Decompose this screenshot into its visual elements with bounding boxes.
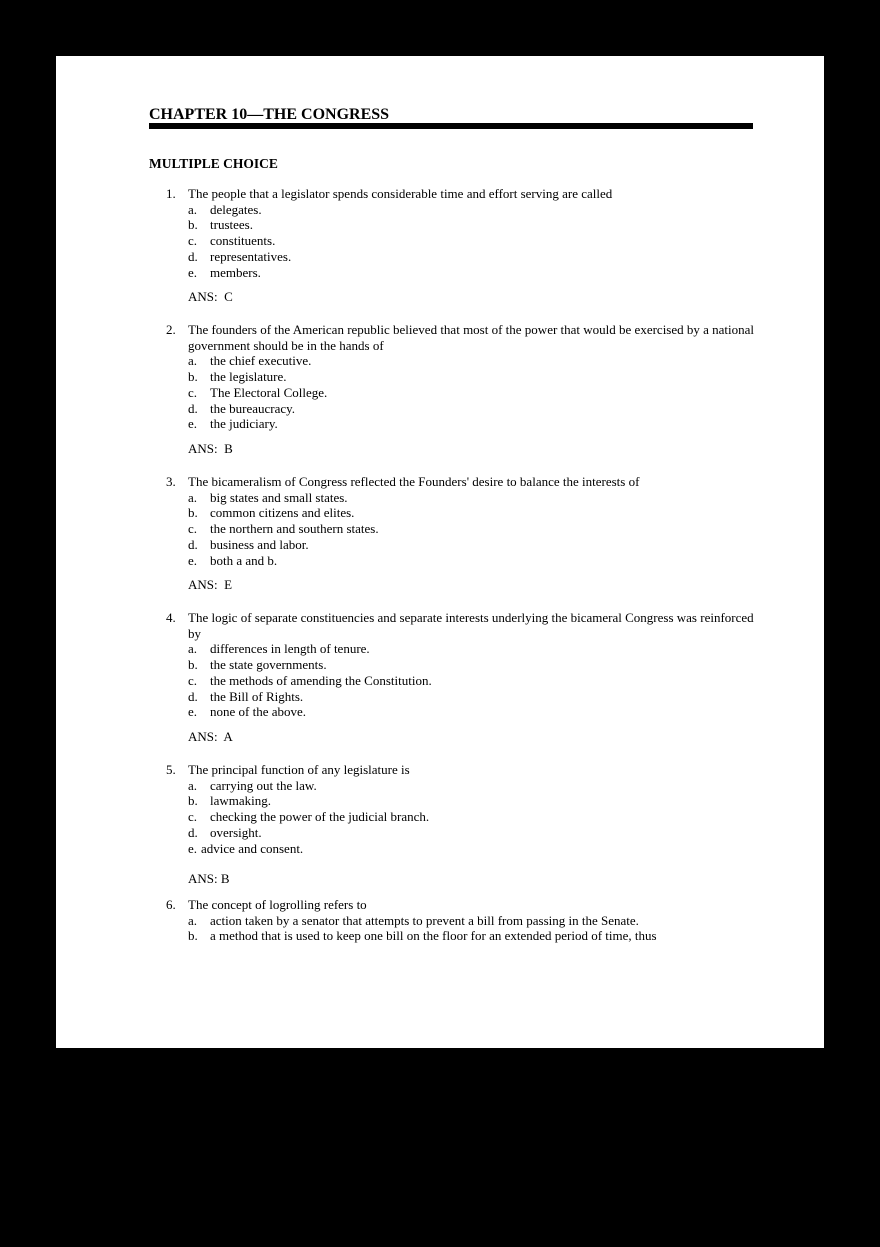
question-number: 2.: [166, 322, 176, 337]
choice-text: the chief executive.: [210, 353, 312, 369]
question-stem: [166, 322, 766, 353]
document-page: [56, 56, 824, 1048]
choice-text: members.: [210, 264, 261, 280]
question-stem: [166, 186, 766, 202]
choice-text: differences in length of tenure.: [210, 641, 370, 657]
question-text: The people that a legislator spends considerable time and effort serving are called: [188, 186, 613, 201]
choice-item: [188, 704, 766, 720]
question-text: The principal function of any legislature is: [188, 762, 410, 777]
choice-item: [188, 233, 766, 249]
choice-letter: e.: [188, 552, 198, 568]
choice-text: a method that is used to keep one bill on the floor for an extended period of time, thus: [210, 928, 657, 944]
question-5: [166, 762, 766, 887]
choice-item: [188, 825, 766, 841]
choice-letter: a.: [188, 912, 198, 928]
choice-item: [188, 385, 766, 401]
choice-letter: a.: [188, 489, 198, 505]
choice-text: carrying out the law.: [210, 777, 317, 793]
choice-text: lawmaking.: [210, 793, 272, 809]
choice-text: the northern and southern states.: [210, 521, 379, 537]
chapter-title: CHAPTER 10—THE CONGRESS: [149, 106, 390, 123]
choice-letter: b.: [188, 505, 198, 521]
choice-text: the legislature.: [210, 369, 287, 385]
choice-text: action taken by a senator that attempts to prevent a bill from passing in the Senate.: [210, 912, 639, 928]
choice-text: delegates.: [210, 201, 262, 217]
choice-letter: b.: [188, 217, 198, 233]
choice-letter: d.: [188, 400, 198, 416]
choice-letter: b.: [188, 793, 198, 809]
choice-letter: a.: [188, 201, 198, 217]
choice-text: common citizens and elites.: [210, 505, 355, 521]
choice-list: [188, 913, 766, 944]
choice-text: oversight.: [210, 824, 262, 840]
choice-item: [188, 416, 766, 432]
question-number: 3.: [166, 474, 176, 489]
choice-letter: b.: [188, 369, 198, 385]
question-6: [166, 897, 766, 944]
choice-text: none of the above.: [210, 704, 307, 720]
choice-letter: c.: [188, 809, 198, 825]
choice-list: [188, 353, 766, 432]
question-number: 5.: [166, 762, 176, 777]
question-stem: [166, 762, 766, 778]
choice-item: [188, 689, 766, 705]
choice-letter: b.: [188, 657, 198, 673]
question-3: [166, 474, 766, 593]
choice-text: the state governments.: [210, 657, 327, 673]
choice-item: [188, 217, 766, 233]
choice-text: big states and small states.: [210, 489, 348, 505]
question-text: The logic of separate constituencies and separate interests underlying the bicameral Congress was reinforced by: [188, 610, 754, 641]
choice-item: [188, 369, 766, 385]
choice-list: [188, 778, 766, 857]
choice-letter: e.: [188, 416, 198, 432]
choice-item: [188, 793, 766, 809]
answer-key: ANS: E: [188, 577, 233, 593]
title-rule-divider: [149, 123, 753, 129]
answer-key: ANS: B: [188, 440, 233, 456]
question-text: The concept of logrolling refers to: [188, 897, 367, 912]
question-number: 6.: [166, 897, 176, 912]
choice-letter: c.: [188, 384, 198, 400]
choice-letter: a.: [188, 353, 198, 369]
choice-letter: c.: [188, 521, 198, 537]
choice-item: [188, 401, 766, 417]
choice-text: the Bill of Rights.: [210, 688, 304, 704]
choice-item: [188, 353, 766, 369]
choice-item: [188, 641, 766, 657]
choice-text: representatives.: [210, 248, 292, 264]
question-stem: [166, 897, 766, 913]
choice-letter: e.: [188, 264, 198, 280]
choice-item: [188, 202, 766, 218]
choice-item: [188, 537, 766, 553]
question-text: The bicameralism of Congress reflected the Founders' desire to balance the interests of: [188, 474, 640, 489]
choice-list: [188, 202, 766, 281]
choice-text: checking the power of the judicial branch.: [210, 809, 430, 825]
choice-item: [188, 928, 766, 944]
choice-letter: c.: [188, 672, 198, 688]
choice-item: [188, 841, 766, 857]
choice-item: [188, 778, 766, 794]
choice-letter: b.: [188, 928, 198, 944]
question-number: 4.: [166, 610, 176, 625]
choice-item: [188, 249, 766, 265]
choice-text: The Electoral College.: [210, 384, 328, 400]
section-title: MULTIPLE CHOICE: [149, 156, 278, 171]
answer-key: ANS: C: [188, 289, 233, 305]
question-4: [166, 610, 766, 745]
choice-item: [188, 673, 766, 689]
choice-letter: e.: [188, 704, 198, 720]
question-2: [166, 322, 766, 457]
choice-text: the methods of amending the Constitution.: [210, 672, 432, 688]
choice-text: advice and consent.: [201, 840, 304, 856]
answer-key: ANS: A: [188, 728, 233, 744]
choice-letter: d.: [188, 688, 198, 704]
choice-item: [188, 505, 766, 521]
choice-item: [188, 913, 766, 929]
answer-key: ANS: B: [188, 871, 230, 887]
choice-list: [188, 641, 766, 720]
choice-item: [188, 521, 766, 537]
choice-item: [188, 265, 766, 281]
choice-text: the bureaucracy.: [210, 400, 296, 416]
choice-letter: d.: [188, 824, 198, 840]
question-text: The founders of the American republic believed that most of the power that would be exercised by a national government should be in the hands of: [188, 322, 755, 353]
choice-letter: c.: [188, 233, 198, 249]
choice-list: [188, 490, 766, 569]
choice-item: [188, 809, 766, 825]
choice-text: both a and b.: [210, 552, 278, 568]
choice-text: business and labor.: [210, 536, 309, 552]
choice-item: [188, 553, 766, 569]
choice-letter: a.: [188, 641, 198, 657]
choice-letter: d.: [188, 536, 198, 552]
question-1: [166, 186, 766, 305]
choice-item: [188, 490, 766, 506]
choice-letter: e.: [188, 840, 198, 856]
question-stem: [166, 610, 766, 641]
choice-letter: a.: [188, 777, 198, 793]
question-number: 1.: [166, 186, 176, 201]
question-stem: [166, 474, 766, 490]
choice-item: [188, 657, 766, 673]
choice-text: trustees.: [210, 217, 253, 233]
choice-text: constituents.: [210, 233, 276, 249]
choice-text: the judiciary.: [210, 416, 278, 432]
choice-letter: d.: [188, 248, 198, 264]
